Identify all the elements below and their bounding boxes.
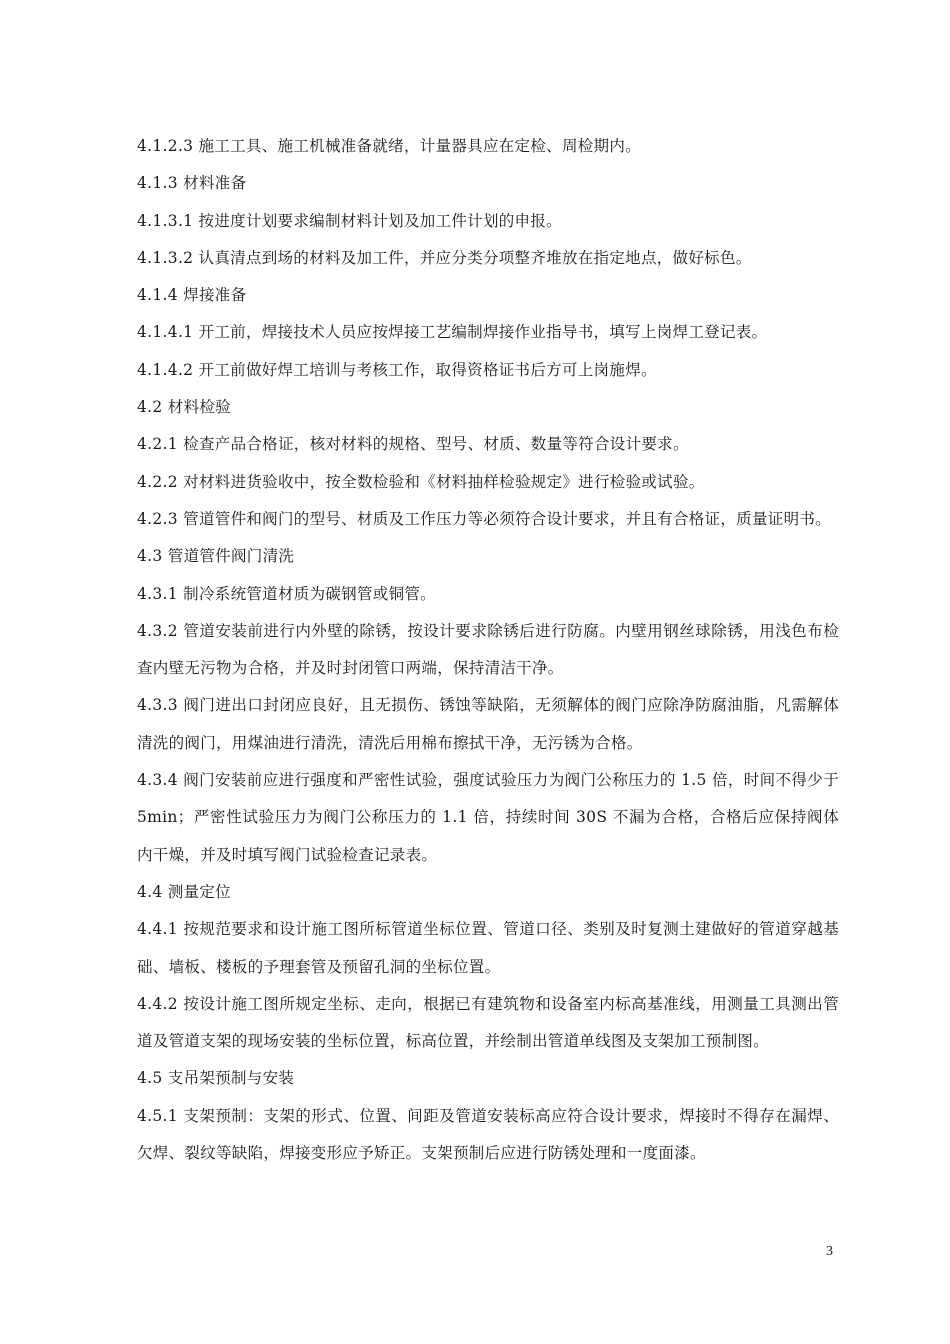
- section-heading: 4.5 支吊架预制与安装: [137, 1069, 295, 1088]
- paragraph: 4.1.3.1 按进度计划要求编制材料计划及加工件计划的申报。: [137, 211, 562, 230]
- section-heading: 4.3 管道管件阀门清洗: [137, 547, 295, 566]
- paragraph: 4.5.1 支架预制：支架的形式、位置、间距及管道安装标高应符合设计要求，焊接时不得存在漏焊、欠焊、裂纹等缺陷，焊接变形应予矫正。支架预制后应进行防锈处理和一度面漆。: [137, 1106, 839, 1163]
- paragraph: 4.3.3 阀门进出口封闭应良好，且无损伤、锈蚀等缺陷，无须解体的阀门应除净防腐油脂，凡需解体清洗的阀门，用煤油进行清洗，清洗后用棉布擦拭干净，无污锈为合格。: [137, 696, 839, 752]
- paragraph: 4.1.3.2 认真清点到场的材料及加工件，并应分类分项整齐堆放在指定地点，做好标色。: [137, 248, 752, 267]
- paragraph: 4.2.1 检查产品合格证，核对材料的规格、型号、材质、数量等符合设计要求。: [137, 435, 689, 454]
- section-heading: 4.1.4 焊接准备: [137, 286, 247, 305]
- section-heading: 4.4 测量定位: [137, 882, 231, 901]
- paragraph: 4.2.2 对材料进货验收中，按全数检验和《材料抽样检验规定》进行检验或试验。: [137, 472, 705, 491]
- paragraph: 4.4.2 按设计施工图所规定坐标、走向，根据已有建筑物和设备室内标高基准线，用测量工具测出管道及管道支架的现场安装的坐标位置，标高位置，并绘制出管道单线图及支架加工预制图。: [137, 994, 839, 1051]
- paragraph: 4.3.1 制冷系统管道材质为碳钢管或铜管。: [137, 584, 436, 603]
- section-heading: 4.2 材料检验: [137, 398, 231, 417]
- paragraph: 4.4.1 按规范要求和设计施工图所标管道坐标位置、管道口径、类别及时复测土建做好的管道穿越基础、墙板、楼板的予理套管及预留孔洞的坐标位置。: [137, 920, 839, 976]
- page-number: 3: [826, 1244, 833, 1259]
- paragraph: 4.1.4.2 开工前做好焊工培训与考核工作，取得资格证书后方可上岗施焊。: [137, 360, 657, 379]
- document-body: [137, 128, 839, 1172]
- paragraph: 4.2.3 管道管件和阀门的型号、材质及工作压力等必须符合设计要求，并且有合格证，质量证明书。: [137, 509, 831, 528]
- paragraph: 4.1.4.1 开工前，焊接技术人员应按焊接工艺编制焊接作业指导书，填写上岗焊工登记表。: [137, 323, 768, 342]
- section-heading: 4.1.3 材料准备: [137, 174, 247, 193]
- paragraph: 4.3.4 阀门安装前应进行强度和严密性试验，强度试验压力为阀门公称压力的 1.5 倍，时间不得少于 5min；严密性试验压力为阀门公称压力的 1.1 倍，持续时间 30S 不漏为合格，合格后应保持阀体内干燥，并及时填写阀门试验检查记录表。: [137, 771, 839, 864]
- paragraph: 4.1.2.3 施工工具、施工机械准备就绪，计量器具应在定检、周检期内。: [137, 137, 641, 155]
- paragraph: 4.3.2 管道安装前进行内外壁的除锈，按设计要求除锈后进行防腐。内壁用钢丝球除锈，用浅色布检查内壁无污物为合格，并及时封闭管口两端，保持清洁干净。: [137, 621, 839, 678]
